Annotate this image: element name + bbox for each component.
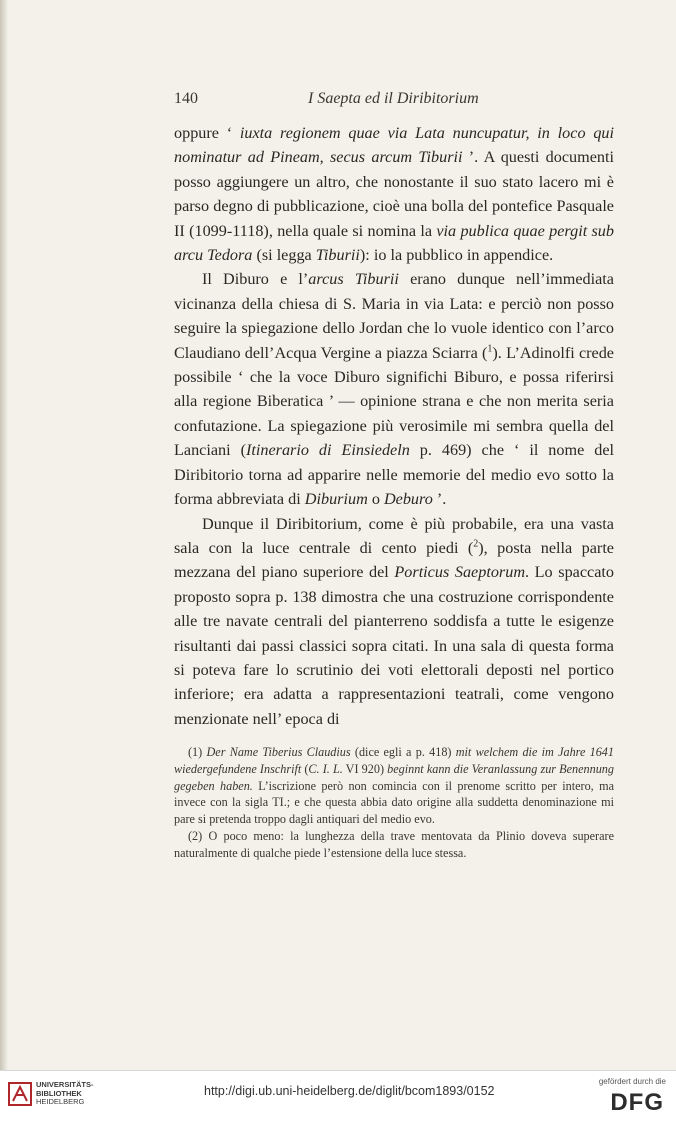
main-text bbox=[174, 121, 614, 731]
german-quote: mit welchem die im Jahre 1641 wiedergefundene Inschrift bbox=[174, 745, 614, 776]
footnotes bbox=[174, 744, 614, 862]
text-run: ): io la pubblico in appendice. bbox=[359, 246, 554, 265]
text-run: VI 920) bbox=[342, 761, 388, 776]
university-library-logo-icon bbox=[8, 1079, 32, 1109]
german-quote: Der Name Tiberius Claudius bbox=[202, 745, 351, 759]
running-title: I Saepta ed il Diribitorium bbox=[308, 90, 479, 107]
footnote-2 bbox=[174, 828, 614, 862]
text-run: ’. bbox=[432, 490, 447, 509]
text-run: (dice egli a p. 418) bbox=[350, 745, 456, 759]
text-run: Il Diburo e l’ bbox=[202, 270, 309, 289]
text-run: p. 469) che ‘ il nome del Diribitorio torna ad apparire nelle memorie del medio evo sotto la forma abbreviata di bbox=[174, 441, 615, 509]
paragraph-2 bbox=[174, 267, 614, 511]
latin-quote: iuxta regionem quae via Lata nuncupatur, in loco qui nominatur ad Pineam, secus arcum Tiburii bbox=[174, 124, 614, 167]
cited-work: Itinerario di Einsiedeln bbox=[246, 441, 410, 460]
latin-quote: via publica quae pergit sub arcu Tedora bbox=[174, 221, 614, 265]
latin-term: Diburium bbox=[304, 490, 368, 509]
library-name-line: UNIVERSITÄTS- bbox=[36, 1080, 94, 1089]
page-number: 140 bbox=[174, 90, 198, 107]
footnote-ref-1[interactable]: 1 bbox=[487, 343, 493, 355]
citation-abbrev: C. I. L. bbox=[308, 761, 343, 776]
text-run: O poco meno: la lunghezza della trave mentovata da Plinio doveva superare naturalmente di qualche piede l’estensione della luce stessa. bbox=[174, 828, 614, 860]
paragraph-3 bbox=[174, 512, 614, 732]
footnote-1 bbox=[174, 744, 614, 828]
latin-term: arcus Tiburii bbox=[308, 270, 399, 289]
text-run: ’. A questi documenti posso aggiungere un altro, che nonostante il suo stato lacero mi è parso degno di pubblicazione, cioè una bolla del pontefice Pasquale II (1099-1118), nella quale si nomina la bbox=[174, 148, 614, 240]
latin-term: Porticus Saeptorum bbox=[394, 563, 526, 582]
footnote-mark: (2) bbox=[188, 828, 203, 843]
text-run: o bbox=[367, 490, 384, 509]
latin-word: Tiburii bbox=[315, 246, 360, 265]
text-run: Dunque il Diribitorium, come è più probabile, era una vasta sala con la luce centrale di cento piedi ( bbox=[174, 514, 614, 557]
funded-by-label: gefördert durch die bbox=[598, 1077, 666, 1086]
latin-term: Deburo bbox=[383, 490, 433, 509]
library-name bbox=[36, 1081, 94, 1107]
permalink-url[interactable]: http://digi.ub.uni-heidelberg.de/diglit/bcom1893/0152 bbox=[204, 1084, 495, 1098]
running-header bbox=[174, 90, 610, 112]
footnote-mark: (1) bbox=[188, 745, 203, 759]
paragraph-1 bbox=[174, 121, 614, 267]
text-run: (si legga bbox=[252, 246, 316, 265]
library-name-line: BIBLIOTHEK bbox=[36, 1088, 82, 1098]
text-run: oppure ‘ bbox=[174, 124, 240, 142]
text-run: ), posta nella parte mezzana del piano superiore del bbox=[174, 538, 614, 582]
german-quote: beginnt kann die Veranlassung zur Benennung gegeben haben. bbox=[174, 761, 614, 793]
dfg-logo: DFG bbox=[610, 1089, 664, 1116]
library-name-line: HEIDELBERG bbox=[36, 1097, 85, 1106]
text-run: ( bbox=[301, 761, 309, 776]
viewer-footer bbox=[0, 1070, 676, 1121]
text-run: . Lo spaccato proposto sopra p. 138 dimostra che una costruzione corrispondente alle tre navate centrali del pianterreno soddisfa a tutte le esigenze risultanti dai passi classici sopra citati. In una sala di questa forma si poteva fare lo scrutinio dei voti elettorali deposti nel portico inferiore; era adatta a rappresentazioni teatrali, come vengono menzionate nell’ epoca di bbox=[174, 563, 614, 728]
page-edge-shadow bbox=[0, 0, 8, 1070]
text-run: L’iscrizione però non comincia con il prenome scritto per intero, ma invece con la sigla TI.; e che questa abbia dato origine alla suddetta denominazione mi pare si pretenda troppo dagli antiquari del medio evo. bbox=[174, 778, 614, 827]
text-run: ). L’Adinolfi crede possibile ‘ che la voce Diburo significhi Biburo, e possa riferirsi alla regione Biberatica ’ — opinione strana e che non merita seria confutazione. La spiegazione più verosimile mi sembra quella del Lanciani ( bbox=[174, 343, 614, 460]
text-run: erano dunque nell’immediata vicinanza della chiesa di S. Maria in via Lata: e perciò non posso seguire la spiegazione dello Jordan che lo vuole identico con l’arco Claudiano dell’Acqua Vergine a piazza Sciarra ( bbox=[174, 270, 614, 362]
footnote-ref-2[interactable]: 2 bbox=[473, 538, 479, 550]
